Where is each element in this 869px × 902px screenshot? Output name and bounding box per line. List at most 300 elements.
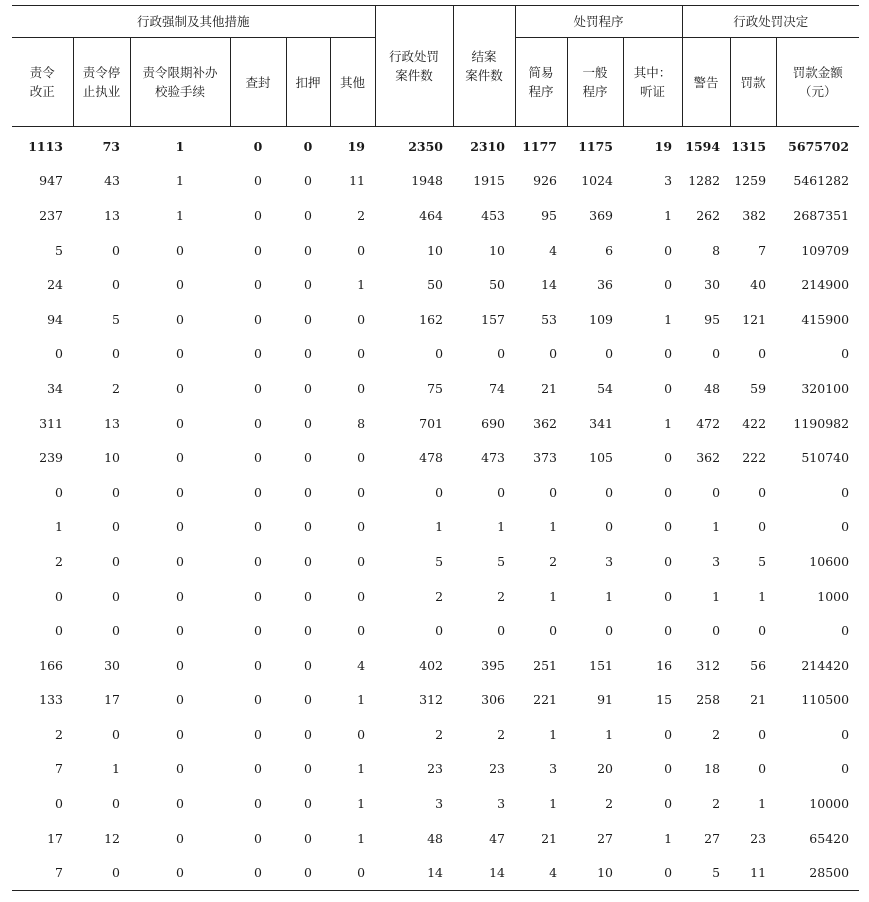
table-cell: 0 bbox=[435, 346, 444, 362]
table-cell: 0 bbox=[304, 242, 312, 258]
table-cell: 0 bbox=[55, 588, 63, 604]
table-cell: 2687351 bbox=[793, 207, 850, 223]
table-cell: 0 bbox=[841, 519, 850, 535]
table-cell: 1113 bbox=[28, 138, 63, 154]
table-cell: 0 bbox=[304, 277, 312, 293]
table-cell: 2 bbox=[112, 380, 120, 396]
table-cell: 34 bbox=[47, 380, 63, 396]
table-cell: 0 bbox=[254, 173, 262, 189]
table-cell: 13 bbox=[104, 415, 120, 431]
table-cell: 382 bbox=[742, 207, 767, 223]
table-cell: 3 bbox=[664, 173, 673, 189]
header-closed-cases bbox=[453, 6, 515, 127]
table-cell: 422 bbox=[742, 415, 767, 431]
header-col-suspend-practice bbox=[73, 38, 130, 127]
table-cell: 0 bbox=[112, 346, 120, 362]
table-cell: 1 bbox=[357, 830, 366, 846]
table-cell: 0 bbox=[549, 484, 558, 500]
table-cell: 262 bbox=[696, 207, 721, 223]
table-cell: 0 bbox=[304, 553, 312, 569]
header-col-fine-amount bbox=[776, 38, 859, 127]
table-cell: 1 bbox=[664, 207, 673, 223]
table-cell: 510740 bbox=[801, 450, 850, 466]
table-cell: 0 bbox=[357, 519, 366, 535]
table-cell: 947 bbox=[39, 173, 63, 189]
table-cell: 0 bbox=[664, 623, 673, 639]
table-cell: 0 bbox=[176, 484, 184, 500]
table-cell: 0 bbox=[304, 346, 312, 362]
table-row bbox=[12, 233, 859, 268]
table-cell: 7 bbox=[758, 242, 767, 258]
table-cell: 473 bbox=[481, 450, 506, 466]
table-cell: 53 bbox=[541, 311, 558, 327]
table-cell: 0 bbox=[130, 855, 230, 890]
table-cell: 214900 bbox=[801, 277, 850, 293]
table-cell: 0 bbox=[55, 796, 63, 812]
header-text: 责令 bbox=[29, 65, 55, 80]
header-text: 程序 bbox=[528, 84, 554, 99]
header-col-general-procedure bbox=[567, 38, 623, 127]
table-cell: 109 bbox=[589, 311, 614, 327]
table-cell: 0 bbox=[112, 553, 120, 569]
table-cell: 0 bbox=[304, 450, 312, 466]
table-cell: 17 bbox=[104, 692, 120, 708]
table-cell: 0 bbox=[55, 346, 63, 362]
table-cell: 0 bbox=[623, 855, 682, 890]
header-text: 听证 bbox=[640, 84, 666, 99]
table-cell: 464 bbox=[419, 207, 444, 223]
table-cell: 0 bbox=[357, 484, 366, 500]
table-cell: 0 bbox=[304, 380, 312, 396]
table-cell: 151 bbox=[589, 657, 614, 673]
table-cell: 0 bbox=[758, 761, 767, 777]
header-col-simple-procedure bbox=[515, 38, 567, 127]
table-cell: 1 bbox=[605, 726, 614, 742]
table-cell: 95 bbox=[704, 311, 721, 327]
table-cell: 1948 bbox=[411, 173, 444, 189]
table-cell: 0 bbox=[664, 553, 673, 569]
table-cell: 1 bbox=[176, 173, 184, 189]
table-cell: 0 bbox=[357, 623, 366, 639]
table-row-total bbox=[12, 127, 859, 164]
table-cell: 0 bbox=[841, 346, 850, 362]
table-cell: 320100 bbox=[801, 380, 850, 396]
table-cell: 1 bbox=[758, 796, 767, 812]
table-cell: 0 bbox=[357, 726, 366, 742]
table-cell: 50 bbox=[489, 277, 506, 293]
table-cell: 0 bbox=[712, 484, 721, 500]
table-cell: 5461282 bbox=[793, 173, 850, 189]
table-cell: 0 bbox=[712, 346, 721, 362]
table-cell: 311 bbox=[39, 415, 63, 431]
table-cell: 0 bbox=[254, 450, 262, 466]
table-cell: 0 bbox=[435, 623, 444, 639]
table-cell: 0 bbox=[176, 450, 184, 466]
table-cell: 2 bbox=[435, 726, 444, 742]
table-cell: 0 bbox=[304, 173, 312, 189]
table-cell: 0 bbox=[664, 588, 673, 604]
header-text: 程序 bbox=[582, 84, 608, 99]
table-cell: 0 bbox=[230, 855, 286, 890]
table-body bbox=[12, 127, 859, 891]
table-cell: 0 bbox=[55, 623, 63, 639]
table-row bbox=[12, 544, 859, 579]
table-cell: 0 bbox=[304, 761, 312, 777]
table-cell: 0 bbox=[112, 726, 120, 742]
table-cell: 91 bbox=[597, 692, 614, 708]
table-cell: 2 bbox=[497, 726, 506, 742]
header-penalty-cases-line2: 案件数 bbox=[395, 68, 433, 83]
table-cell: 0 bbox=[664, 380, 673, 396]
table-cell: 0 bbox=[176, 830, 184, 846]
table-cell: 1 bbox=[664, 415, 673, 431]
table-cell: 0 bbox=[357, 311, 366, 327]
table-cell: 0 bbox=[176, 623, 184, 639]
table-cell: 0 bbox=[758, 623, 767, 639]
table-cell: 0 bbox=[176, 277, 184, 293]
table-cell: 2 bbox=[712, 726, 721, 742]
table-cell: 1 bbox=[497, 519, 506, 535]
table-cell: 0 bbox=[497, 623, 506, 639]
table-cell: 0 bbox=[435, 484, 444, 500]
table-cell: 0 bbox=[357, 588, 366, 604]
table-cell: 1 bbox=[435, 519, 444, 535]
table-cell: 10 bbox=[104, 450, 120, 466]
table-cell: 20 bbox=[597, 761, 614, 777]
table-cell: 0 bbox=[549, 623, 558, 639]
table-cell: 0 bbox=[254, 415, 262, 431]
table-cell: 5 bbox=[55, 242, 63, 258]
table-cell: 312 bbox=[696, 657, 721, 673]
header-text: 其中： bbox=[633, 65, 672, 80]
table-cell: 0 bbox=[304, 796, 312, 812]
table-cell: 2 bbox=[435, 588, 444, 604]
table-cell: 1 bbox=[357, 796, 366, 812]
table-cell: 1 bbox=[549, 796, 558, 812]
table-cell: 0 bbox=[357, 553, 366, 569]
table-cell: 0 bbox=[357, 450, 366, 466]
table-cell: 4 bbox=[515, 855, 567, 890]
table-cell: 54 bbox=[597, 380, 614, 396]
header-group-procedure: 处罚程序 bbox=[515, 6, 682, 38]
table-cell: 0 bbox=[758, 484, 767, 500]
table-cell: 162 bbox=[419, 311, 444, 327]
table-cell: 2 bbox=[357, 207, 366, 223]
table-cell: 133 bbox=[39, 692, 63, 708]
table-cell: 1 bbox=[549, 519, 558, 535]
table-cell: 2350 bbox=[408, 138, 444, 154]
table-cell: 0 bbox=[176, 657, 184, 673]
table-cell: 95 bbox=[541, 207, 558, 223]
table-cell: 10000 bbox=[809, 796, 850, 812]
table-row bbox=[12, 164, 859, 199]
table-cell: 0 bbox=[497, 346, 506, 362]
table-cell: 5 bbox=[435, 553, 444, 569]
table-cell: 48 bbox=[704, 380, 721, 396]
header-col-warning bbox=[682, 38, 730, 127]
table-cell: 472 bbox=[696, 415, 721, 431]
table-cell: 11 bbox=[730, 855, 776, 890]
table-cell: 0 bbox=[664, 346, 673, 362]
table-cell: 0 bbox=[176, 415, 184, 431]
table-cell: 0 bbox=[357, 380, 366, 396]
table-row bbox=[12, 267, 859, 302]
table-cell: 362 bbox=[696, 450, 721, 466]
table-cell: 0 bbox=[664, 277, 673, 293]
header-text: 责令停 bbox=[82, 65, 121, 80]
table-cell: 0 bbox=[176, 796, 184, 812]
table-cell: 1594 bbox=[685, 138, 721, 154]
table-cell: 10 bbox=[567, 855, 623, 890]
table-cell: 453 bbox=[481, 207, 506, 223]
table-cell: 0 bbox=[254, 380, 262, 396]
table-cell: 109709 bbox=[801, 242, 850, 258]
table-cell: 0 bbox=[841, 726, 850, 742]
table-cell: 258 bbox=[696, 692, 721, 708]
table-cell: 251 bbox=[533, 657, 558, 673]
table-cell: 1 bbox=[664, 311, 673, 327]
table-cell: 2 bbox=[712, 796, 721, 812]
table-cell: 0 bbox=[254, 311, 262, 327]
table-cell: 23 bbox=[750, 830, 767, 846]
table-cell: 10 bbox=[489, 242, 506, 258]
table-cell: 8 bbox=[712, 242, 721, 258]
table-cell: 221 bbox=[533, 692, 558, 708]
table-cell: 0 bbox=[664, 726, 673, 742]
header-text: 校验手续 bbox=[154, 84, 205, 99]
table-cell: 94 bbox=[47, 311, 63, 327]
table-cell: 0 bbox=[605, 346, 614, 362]
table-cell: 157 bbox=[481, 311, 506, 327]
table-row bbox=[12, 786, 859, 821]
table-cell: 121 bbox=[742, 311, 767, 327]
table-cell: 0 bbox=[664, 761, 673, 777]
table-cell: 3 bbox=[435, 796, 444, 812]
table-row bbox=[12, 821, 859, 856]
table-cell: 19 bbox=[347, 138, 366, 154]
table-cell: 0 bbox=[55, 484, 63, 500]
table-row bbox=[12, 302, 859, 337]
table-cell: 2 bbox=[55, 553, 63, 569]
table-cell: 1 bbox=[712, 519, 721, 535]
table-cell: 7 bbox=[55, 761, 63, 777]
table-cell: 18 bbox=[704, 761, 721, 777]
header-col-fine bbox=[730, 38, 776, 127]
table-row bbox=[12, 371, 859, 406]
table-cell: 0 bbox=[176, 726, 184, 742]
table-cell: 0 bbox=[176, 588, 184, 604]
table-cell: 0 bbox=[605, 519, 614, 535]
table-cell: 0 bbox=[304, 623, 312, 639]
table-cell: 166 bbox=[39, 657, 63, 673]
table-cell: 0 bbox=[286, 855, 330, 890]
table-cell: 8 bbox=[357, 415, 366, 431]
table-cell: 0 bbox=[176, 761, 184, 777]
table-cell: 0 bbox=[112, 623, 120, 639]
table-cell: 1 bbox=[549, 726, 558, 742]
table-cell: 0 bbox=[712, 623, 721, 639]
table-cell: 0 bbox=[664, 796, 673, 812]
table-cell: 395 bbox=[481, 657, 506, 673]
table-cell: 2 bbox=[549, 553, 558, 569]
header-closed-cases-line1: 结案 bbox=[471, 49, 497, 64]
table-cell: 27 bbox=[597, 830, 614, 846]
table-cell: 239 bbox=[39, 450, 63, 466]
table-cell: 0 bbox=[304, 311, 312, 327]
table-cell: 1 bbox=[605, 588, 614, 604]
table-cell: 690 bbox=[481, 415, 506, 431]
header-col-seize bbox=[286, 38, 330, 127]
table-cell: 0 bbox=[254, 207, 262, 223]
table-cell: 0 bbox=[176, 553, 184, 569]
table-cell: 1259 bbox=[734, 173, 767, 189]
table-cell: 0 bbox=[304, 692, 312, 708]
table-cell: 21 bbox=[541, 830, 558, 846]
table-cell: 0 bbox=[664, 484, 673, 500]
table-cell: 0 bbox=[664, 242, 673, 258]
table-cell: 5 bbox=[497, 553, 506, 569]
table-cell: 0 bbox=[304, 588, 312, 604]
table-row bbox=[12, 440, 859, 475]
table-cell: 0 bbox=[176, 519, 184, 535]
table-cell: 0 bbox=[254, 277, 262, 293]
table-cell: 36 bbox=[597, 277, 614, 293]
table-cell: 312 bbox=[419, 692, 444, 708]
table-cell: 1175 bbox=[578, 138, 614, 154]
table-cell: 369 bbox=[589, 207, 614, 223]
table-cell: 1 bbox=[112, 761, 120, 777]
table-cell: 0 bbox=[112, 242, 120, 258]
table-cell: 0 bbox=[605, 484, 614, 500]
table-cell: 0 bbox=[176, 380, 184, 396]
header-text: 简易 bbox=[528, 65, 554, 80]
table-row bbox=[12, 510, 859, 545]
table-cell: 74 bbox=[489, 380, 506, 396]
header-penalty-cases-line1: 行政处罚 bbox=[389, 49, 440, 64]
table-row bbox=[12, 337, 859, 372]
table-cell: 0 bbox=[304, 415, 312, 431]
table-cell: 4 bbox=[357, 657, 366, 673]
table-cell: 14 bbox=[453, 855, 515, 890]
table-cell: 40 bbox=[750, 277, 767, 293]
table-cell: 362 bbox=[533, 415, 558, 431]
table-cell: 2310 bbox=[470, 138, 506, 154]
table-row bbox=[12, 855, 859, 890]
table-cell: 5 bbox=[112, 311, 120, 327]
header-col-hearing bbox=[623, 38, 682, 127]
table-cell: 0 bbox=[254, 657, 262, 673]
table-cell: 11 bbox=[349, 173, 366, 189]
table-cell: 0 bbox=[176, 242, 184, 258]
table-row bbox=[12, 752, 859, 787]
table-cell: 0 bbox=[605, 623, 614, 639]
table-cell: 402 bbox=[419, 657, 444, 673]
table-row bbox=[12, 717, 859, 752]
table-cell: 12 bbox=[104, 830, 120, 846]
table-cell: 237 bbox=[39, 207, 63, 223]
table-cell: 5675702 bbox=[788, 138, 850, 154]
table-cell: 0 bbox=[330, 855, 375, 890]
table-cell: 0 bbox=[254, 242, 262, 258]
table-row bbox=[12, 683, 859, 718]
table-cell: 5 bbox=[682, 855, 730, 890]
header-group-decision: 行政处罚决定 bbox=[682, 6, 859, 38]
table-cell: 0 bbox=[304, 726, 312, 742]
header-text: 查封 bbox=[245, 74, 271, 90]
table-cell: 3 bbox=[497, 796, 506, 812]
table-cell: 4 bbox=[549, 242, 558, 258]
table-cell: 0 bbox=[304, 484, 312, 500]
table-cell: 1315 bbox=[731, 138, 767, 154]
table-cell: 21 bbox=[750, 692, 767, 708]
table-cell: 50 bbox=[427, 277, 444, 293]
header-closed-cases-line2: 案件数 bbox=[465, 68, 503, 83]
table-cell: 2 bbox=[497, 588, 506, 604]
table-cell: 0 bbox=[254, 726, 262, 742]
table-cell: 1 bbox=[357, 692, 366, 708]
table-cell: 15 bbox=[656, 692, 673, 708]
table-cell: 0 bbox=[112, 588, 120, 604]
table-row bbox=[12, 613, 859, 648]
table-cell: 28500 bbox=[776, 855, 859, 890]
table-cell: 0 bbox=[112, 519, 120, 535]
table-cell: 3 bbox=[605, 553, 614, 569]
table-cell: 21 bbox=[541, 380, 558, 396]
table-cell: 0 bbox=[254, 796, 262, 812]
table-cell: 48 bbox=[427, 830, 444, 846]
table-cell: 7 bbox=[12, 855, 73, 890]
table-cell: 19 bbox=[654, 138, 673, 154]
table-cell: 1282 bbox=[688, 173, 721, 189]
table-cell: 24 bbox=[47, 277, 63, 293]
table-cell: 1 bbox=[758, 588, 767, 604]
header-text: 其他 bbox=[340, 74, 366, 90]
table-cell: 0 bbox=[304, 519, 312, 535]
header-penalty-cases bbox=[375, 6, 453, 127]
table-cell: 701 bbox=[419, 415, 444, 431]
table-cell: 306 bbox=[481, 692, 506, 708]
table-cell: 10600 bbox=[809, 553, 850, 569]
table-cell: 0 bbox=[176, 692, 184, 708]
header-text: 警告 bbox=[693, 74, 719, 90]
header-text: 罚款金额 bbox=[792, 65, 843, 80]
table-cell: 0 bbox=[357, 242, 366, 258]
table-cell: 73 bbox=[102, 138, 120, 154]
header-col-other bbox=[330, 38, 375, 127]
table-cell: 0 bbox=[303, 138, 313, 154]
table-row bbox=[12, 648, 859, 683]
table-cell: 105 bbox=[589, 450, 614, 466]
table-header bbox=[12, 6, 859, 127]
table-cell: 0 bbox=[758, 346, 767, 362]
header-text: 一般 bbox=[582, 65, 608, 80]
table-cell: 0 bbox=[664, 519, 673, 535]
table-cell: 14 bbox=[375, 855, 453, 890]
header-group-measures: 行政强制及其他措施 bbox=[12, 6, 375, 38]
table-cell: 16 bbox=[656, 657, 673, 673]
table-cell: 373 bbox=[533, 450, 558, 466]
table-cell: 0 bbox=[254, 588, 262, 604]
table-cell: 0 bbox=[73, 855, 130, 890]
table-cell: 0 bbox=[841, 484, 850, 500]
table-cell: 1 bbox=[549, 588, 558, 604]
table-cell: 214420 bbox=[801, 657, 850, 673]
table-cell: 0 bbox=[254, 346, 262, 362]
table-cell: 14 bbox=[541, 277, 558, 293]
table-cell: 0 bbox=[254, 519, 262, 535]
table-cell: 0 bbox=[664, 450, 673, 466]
table-cell: 59 bbox=[750, 380, 767, 396]
